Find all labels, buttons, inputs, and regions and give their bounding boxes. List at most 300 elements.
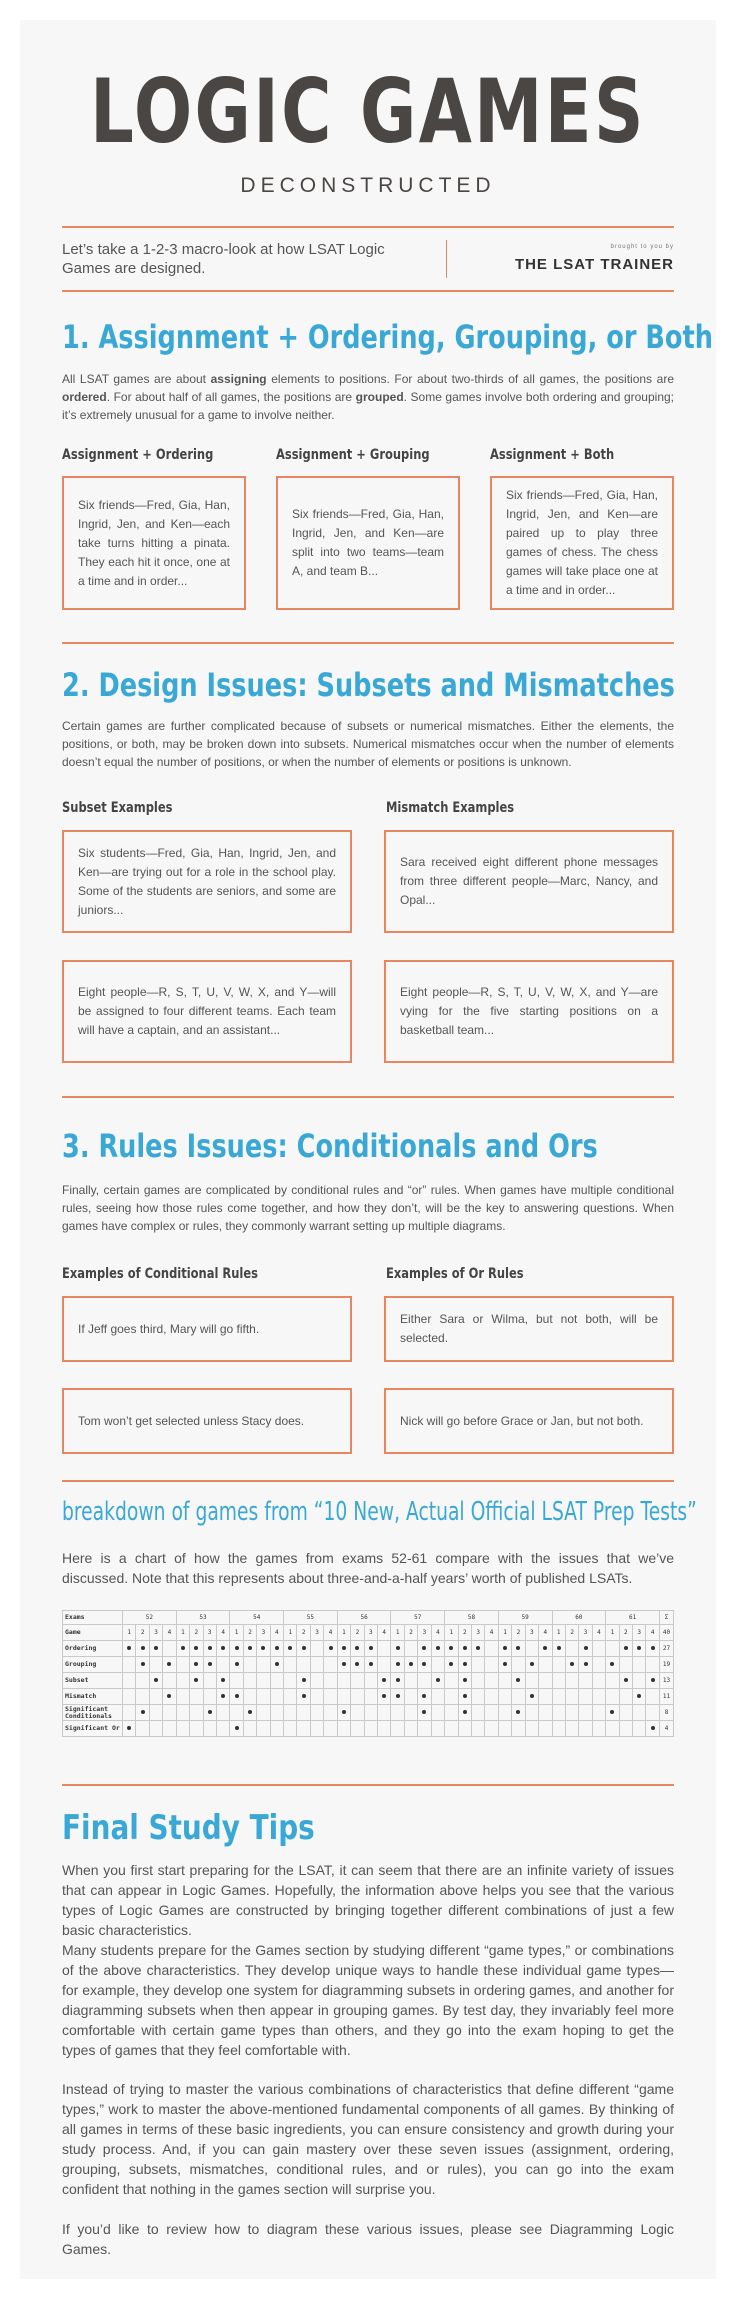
table-cell: [471, 1689, 484, 1705]
table-cell: [310, 1673, 323, 1689]
section2-title: 2. Design Issues: Subsets and Mismatches: [62, 666, 675, 704]
mark-dot: [463, 1710, 467, 1714]
table-cell: [257, 1705, 270, 1721]
table-cell: [230, 1673, 243, 1689]
mark-dot: [235, 1646, 239, 1650]
table-cell: [270, 1705, 283, 1721]
table-cell: [404, 1689, 417, 1705]
mark-dot: [194, 1662, 198, 1666]
table-cell: [310, 1641, 323, 1657]
table-cell: [498, 1673, 511, 1689]
table-cell: [431, 1673, 444, 1689]
games-breakdown-table: [62, 1610, 674, 1737]
table-cell: [149, 1641, 162, 1657]
table-cell: [418, 1705, 431, 1721]
table-cell: [190, 1721, 203, 1737]
table-cell: [351, 1705, 364, 1721]
table-cell: [498, 1721, 511, 1737]
table-cell: [243, 1689, 256, 1705]
game-number: 3: [203, 1625, 216, 1641]
table-cell: [404, 1721, 417, 1737]
section1-title: 1. Assignment + Ordering, Grouping, or Both: [62, 318, 713, 356]
game-number: 1: [445, 1625, 458, 1641]
table-cell: [525, 1657, 538, 1673]
game-number: 1: [230, 1625, 243, 1641]
table-cell: [404, 1641, 417, 1657]
mark-dot: [422, 1694, 426, 1698]
table-cell: [216, 1721, 229, 1737]
game-number: 2: [404, 1625, 417, 1641]
table-cell: [123, 1689, 136, 1705]
table-cell: [646, 1721, 660, 1737]
vertical-divider: [446, 240, 447, 278]
table-cell: [216, 1657, 229, 1673]
mark-dot: [463, 1678, 467, 1682]
table-cell: [216, 1641, 229, 1657]
table-cell: [230, 1657, 243, 1673]
table-cell: [190, 1641, 203, 1657]
mark-dot: [208, 1662, 212, 1666]
table-cell: [391, 1641, 404, 1657]
table-cell: [579, 1721, 592, 1737]
table-cell: [176, 1721, 189, 1737]
table-cell: [149, 1721, 162, 1737]
row-total: 13: [660, 1673, 674, 1689]
row-total: 8: [660, 1705, 674, 1721]
table-cell: [539, 1673, 552, 1689]
subset-example-box: Six students—Fred, Gia, Han, Ingrid, Jen, and Ken—are trying out for a role in the school play. Some of the students are seniors, and some are juniors...: [62, 830, 352, 933]
tips-paragraph: If you’d like to review how to diagram these various issues, please see Diagramming Logic Games.: [62, 2221, 674, 2257]
table-cell: [552, 1673, 565, 1689]
table-cell: [525, 1721, 538, 1737]
mark-dot: [584, 1662, 588, 1666]
table-cell: [445, 1689, 458, 1705]
table-cell: [471, 1673, 484, 1689]
game-number: 1: [498, 1625, 511, 1641]
mismatch-example-box: Eight people—R, S, T, U, V, W, X, and Y—are vying for the five starting positions on a basketball team...: [384, 960, 674, 1063]
mark-dot: [557, 1646, 561, 1650]
table-cell: [310, 1657, 323, 1673]
mark-dot: [248, 1710, 252, 1714]
divider: [62, 290, 674, 292]
table-cell: [646, 1657, 660, 1673]
table-cell: [431, 1705, 444, 1721]
breakdown-title: breakdown of games from “10 New, Actual Official LSAT Prep Tests”: [62, 1497, 697, 1527]
subset-example-box: Eight people—R, S, T, U, V, W, X, and Y—will be assigned to four different teams. Each team will have a captain, and an assistant...: [62, 960, 352, 1063]
mark-dot: [396, 1678, 400, 1682]
table-cell: [485, 1721, 498, 1737]
or-rules-heading: Examples of Or Rules: [386, 1266, 524, 1282]
table-cell: [324, 1673, 337, 1689]
row-total: 19: [660, 1657, 674, 1673]
mark-dot: [275, 1662, 279, 1666]
row-label: Significant Or: [63, 1721, 123, 1737]
table-cell: [378, 1721, 391, 1737]
section3-paragraph: Finally, certain games are complicated by conditional rules and “or” rules. When games have multiple conditional rules, seeing how those rules come together, and how they don’t, will be the key to answering questions. When games have complex or rules, they commonly warrant setting up multiple diagrams.: [62, 1183, 674, 1233]
table-cell: [579, 1641, 592, 1657]
mark-dot: [422, 1710, 426, 1714]
row-total: 40: [660, 1625, 674, 1641]
game-number: 3: [471, 1625, 484, 1641]
table-cell: [606, 1705, 619, 1721]
game-number: 1: [552, 1625, 565, 1641]
mark-dot: [127, 1646, 131, 1650]
table-cell: [471, 1705, 484, 1721]
table-cell: [337, 1657, 350, 1673]
mark-dot: [476, 1646, 480, 1650]
game-number: 2: [243, 1625, 256, 1641]
table-cell: [592, 1689, 605, 1705]
mark-dot: [651, 1726, 655, 1730]
table-cell: [471, 1721, 484, 1737]
exam-label: 52: [123, 1611, 177, 1625]
table-row: [63, 1689, 674, 1705]
table-cell: [203, 1689, 216, 1705]
divider: [62, 642, 674, 644]
table-cell: [378, 1673, 391, 1689]
mark-dot: [516, 1710, 520, 1714]
table-cell: [257, 1673, 270, 1689]
tips-title: Final Study Tips: [62, 1808, 315, 1848]
mark-dot: [463, 1646, 467, 1650]
exam-label: 55: [284, 1611, 338, 1625]
table-cell: [297, 1705, 310, 1721]
mark-dot: [261, 1646, 265, 1650]
table-cell: [364, 1657, 377, 1673]
table-cell: [391, 1689, 404, 1705]
mismatch-example-box: Sara received eight different phone messages from three different people—Marc, Nancy, and Opal...: [384, 830, 674, 933]
table-cell: [203, 1673, 216, 1689]
game-number: 2: [136, 1625, 149, 1641]
table-cell: [606, 1641, 619, 1657]
table-cell: [525, 1641, 538, 1657]
table-cell: [136, 1673, 149, 1689]
table-cell: [552, 1721, 565, 1737]
table-cell: [176, 1673, 189, 1689]
table-cell: [431, 1641, 444, 1657]
mark-dot: [208, 1646, 212, 1650]
table-cell: [203, 1705, 216, 1721]
table-cell: [418, 1641, 431, 1657]
table-cell: [163, 1689, 176, 1705]
table-cell: [324, 1721, 337, 1737]
table-cell: [243, 1657, 256, 1673]
table-cell: [297, 1673, 310, 1689]
table-cell: [579, 1657, 592, 1673]
table-cell: [351, 1689, 364, 1705]
divider: [62, 1480, 674, 1482]
mark-dot: [208, 1710, 212, 1714]
game-number: 4: [431, 1625, 444, 1641]
game-number: 4: [270, 1625, 283, 1641]
table-cell: [270, 1721, 283, 1737]
exam-label: 60: [552, 1611, 606, 1625]
table-cell: [176, 1705, 189, 1721]
table-cell: [512, 1673, 525, 1689]
game-number: 1: [284, 1625, 297, 1641]
table-cell: [257, 1641, 270, 1657]
game-number: 1: [391, 1625, 404, 1641]
table-cell: [337, 1721, 350, 1737]
table-cell: [633, 1657, 646, 1673]
mark-dot: [422, 1646, 426, 1650]
mark-dot: [610, 1710, 614, 1714]
table-row: [63, 1673, 674, 1689]
mark-dot: [355, 1646, 359, 1650]
table-cell: [445, 1705, 458, 1721]
table-cell: [284, 1657, 297, 1673]
divider: [62, 1096, 674, 1098]
tips-paragraph: When you first start preparing for the LSAT, it can seem that there are an infinite variety of issues that can appear in Logic Games. Hopefully, the information above helps you see that the various types of Logic Games are constructed by bringing together different combinations of just a few basic characteristics.: [62, 1862, 674, 1938]
row-label: Subset: [63, 1673, 123, 1689]
table-cell: [431, 1689, 444, 1705]
example-box: Six friends—Fred, Gia, Han, Ingrid, Jen, and Ken—each take turns hitting a pinata. They each hit it once, one at a time and in order...: [62, 476, 246, 610]
row-total: 4: [660, 1721, 674, 1737]
table-cell: [539, 1721, 552, 1737]
table-cell: [592, 1673, 605, 1689]
breakdown-paragraph: Here is a chart of how the games from exams 52-61 compare with the issues that we’ve discussed. Note that this represents about three-and-a-half years’ worth of published LSATs.: [62, 1550, 674, 1586]
table-cell: [498, 1689, 511, 1705]
table-cell: [539, 1689, 552, 1705]
table-cell: [136, 1641, 149, 1657]
table-cell: [539, 1705, 552, 1721]
brand-logo[interactable]: THE LSAT TRAINER: [514, 256, 674, 273]
table-cell: [565, 1721, 578, 1737]
row-total: 11: [660, 1689, 674, 1705]
mark-dot: [651, 1646, 655, 1650]
table-cell: [123, 1721, 136, 1737]
table-cell: [485, 1673, 498, 1689]
exam-label: 53: [176, 1611, 230, 1625]
table-cell: [619, 1673, 632, 1689]
table-cell: [619, 1689, 632, 1705]
column-heading: Assignment + Both: [490, 447, 615, 463]
game-number: 4: [378, 1625, 391, 1641]
game-number: 2: [619, 1625, 632, 1641]
table-cell: [176, 1689, 189, 1705]
table-cell: [552, 1705, 565, 1721]
table-cell: [431, 1721, 444, 1737]
mark-dot: [141, 1710, 145, 1714]
table-cell: [579, 1673, 592, 1689]
table-cell: [565, 1705, 578, 1721]
table-cell: [243, 1673, 256, 1689]
row-label: Grouping: [63, 1657, 123, 1673]
table-cell: [606, 1657, 619, 1673]
mark-dot: [141, 1646, 145, 1650]
table-cell: [418, 1673, 431, 1689]
game-number: 4: [539, 1625, 552, 1641]
table-cell: [512, 1641, 525, 1657]
table-cell: [378, 1689, 391, 1705]
mark-dot: [396, 1694, 400, 1698]
game-number: 2: [512, 1625, 525, 1641]
game-number: 4: [163, 1625, 176, 1641]
mark-dot: [436, 1646, 440, 1650]
mark-dot: [449, 1662, 453, 1666]
game-number: 3: [257, 1625, 270, 1641]
table-cell: [633, 1705, 646, 1721]
table-cell: [525, 1673, 538, 1689]
table-cell: [606, 1673, 619, 1689]
table-cell: [163, 1657, 176, 1673]
row-label: Significant Conditionals: [63, 1705, 123, 1721]
table-cell: [391, 1721, 404, 1737]
table-cell: [163, 1641, 176, 1657]
table-cell: [136, 1705, 149, 1721]
table-cell: [351, 1657, 364, 1673]
table-cell: [539, 1641, 552, 1657]
mark-dot: [342, 1662, 346, 1666]
mark-dot: [329, 1646, 333, 1650]
section1-paragraph: All LSAT games are about assigning elements to positions. For about two-thirds of all games, the positions are ordered. For about half of all games, the positions are grouped. Some games involve both ordering and grouping; it’s extremely unusual for a game to involve neither.: [62, 372, 674, 422]
game-label: Game: [63, 1625, 123, 1641]
table-cell: [257, 1721, 270, 1737]
table-cell: [123, 1673, 136, 1689]
example-box: Six friends—Fred, Gia, Han, Ingrid, Jen, and Ken—are paired up to play three games of chess. The chess games will take place one at a time and in order...: [490, 476, 674, 610]
mark-dot: [302, 1694, 306, 1698]
table-row: [63, 1641, 674, 1657]
game-number: 4: [485, 1625, 498, 1641]
mark-dot: [463, 1662, 467, 1666]
game-number: 3: [310, 1625, 323, 1641]
table-cell: [351, 1641, 364, 1657]
mark-dot: [382, 1694, 386, 1698]
table-cell: [203, 1721, 216, 1737]
mark-dot: [637, 1646, 641, 1650]
mark-dot: [530, 1694, 534, 1698]
game-number: 1: [337, 1625, 350, 1641]
table-cell: [337, 1641, 350, 1657]
mark-dot: [235, 1694, 239, 1698]
table-cell: [176, 1641, 189, 1657]
mark-dot: [235, 1726, 239, 1730]
table-cell: [378, 1641, 391, 1657]
table-cell: [418, 1721, 431, 1737]
section2-paragraph: Certain games are further complicated because of subsets or numerical mismatches. Either the elements, the positions, or both, may be broken down into subsets. Numerical mismatches occur when the number of elements doesn’t equal the number of positions, or when the number of elements or positions is unknown.: [62, 719, 674, 769]
mark-dot: [302, 1678, 306, 1682]
table-cell: [136, 1721, 149, 1737]
table-cell: [512, 1721, 525, 1737]
table-cell: [391, 1673, 404, 1689]
table-cell: [485, 1657, 498, 1673]
table-cell: [606, 1689, 619, 1705]
column-heading: Assignment + Ordering: [62, 447, 214, 463]
table-cell: [257, 1689, 270, 1705]
table-cell: [565, 1673, 578, 1689]
mark-dot: [248, 1646, 252, 1650]
table-cell: [324, 1705, 337, 1721]
table-cell: [539, 1657, 552, 1673]
table-cell: [297, 1657, 310, 1673]
table-cell: [404, 1705, 417, 1721]
table-cell: [579, 1705, 592, 1721]
table-cell: [633, 1641, 646, 1657]
row-label: Mismatch: [63, 1689, 123, 1705]
game-number: 3: [525, 1625, 538, 1641]
game-number: 1: [176, 1625, 189, 1641]
table-cell: [592, 1705, 605, 1721]
divider: [62, 1784, 674, 1786]
table-row: [63, 1625, 674, 1641]
table-cell: [619, 1705, 632, 1721]
conditional-rule-box: If Jeff goes third, Mary will go fifth.: [62, 1296, 352, 1362]
table-cell: [512, 1657, 525, 1673]
or-rule-box: Either Sara or Wilma, but not both, will be selected.: [384, 1296, 674, 1362]
table-cell: [525, 1705, 538, 1721]
game-number: 2: [351, 1625, 364, 1641]
mark-dot: [141, 1662, 145, 1666]
mark-dot: [194, 1678, 198, 1682]
mark-dot: [355, 1662, 359, 1666]
exam-label: 57: [391, 1611, 445, 1625]
table-cell: [243, 1705, 256, 1721]
table-cell: [552, 1641, 565, 1657]
mark-dot: [610, 1662, 614, 1666]
table-cell: [351, 1673, 364, 1689]
mark-dot: [288, 1646, 292, 1650]
mark-dot: [235, 1662, 239, 1666]
table-cell: [552, 1657, 565, 1673]
table-cell: [149, 1673, 162, 1689]
divider: [62, 226, 674, 228]
table-cell: [243, 1721, 256, 1737]
game-number: 4: [216, 1625, 229, 1641]
mark-dot: [516, 1678, 520, 1682]
table-cell: [458, 1673, 471, 1689]
table-cell: [445, 1721, 458, 1737]
row-total: 27: [660, 1641, 674, 1657]
table-cell: [445, 1641, 458, 1657]
table-cell: [257, 1657, 270, 1673]
mark-dot: [181, 1646, 185, 1650]
conditional-rule-box: Tom won’t get selected unless Stacy does.: [62, 1388, 352, 1454]
table-cell: [458, 1641, 471, 1657]
table-cell: [310, 1705, 323, 1721]
table-cell: [485, 1689, 498, 1705]
mark-dot: [449, 1646, 453, 1650]
table-cell: [378, 1705, 391, 1721]
table-cell: [471, 1657, 484, 1673]
game-number: 3: [364, 1625, 377, 1641]
table-cell: [498, 1641, 511, 1657]
corner-label: Exams: [63, 1611, 123, 1625]
game-number: 1: [606, 1625, 619, 1641]
table-cell: [391, 1657, 404, 1673]
table-cell: [270, 1641, 283, 1657]
table-cell: [364, 1705, 377, 1721]
table-cell: [458, 1721, 471, 1737]
mark-dot: [275, 1646, 279, 1650]
table-cell: [552, 1689, 565, 1705]
table-cell: [149, 1689, 162, 1705]
mark-dot: [409, 1662, 413, 1666]
game-number: 2: [458, 1625, 471, 1641]
mark-dot: [463, 1694, 467, 1698]
table-cell: [431, 1657, 444, 1673]
table-cell: [337, 1673, 350, 1689]
table-cell: [149, 1657, 162, 1673]
table-cell: [646, 1689, 660, 1705]
example-box: Six friends—Fred, Gia, Han, Ingrid, Jen, and Ken—are split into two teams—team A, and team B...: [276, 476, 460, 610]
table-cell: [592, 1641, 605, 1657]
table-cell: [297, 1641, 310, 1657]
table-cell: [633, 1689, 646, 1705]
table-cell: [230, 1721, 243, 1737]
table-cell: [619, 1641, 632, 1657]
mark-dot: [503, 1662, 507, 1666]
mark-dot: [167, 1662, 171, 1666]
